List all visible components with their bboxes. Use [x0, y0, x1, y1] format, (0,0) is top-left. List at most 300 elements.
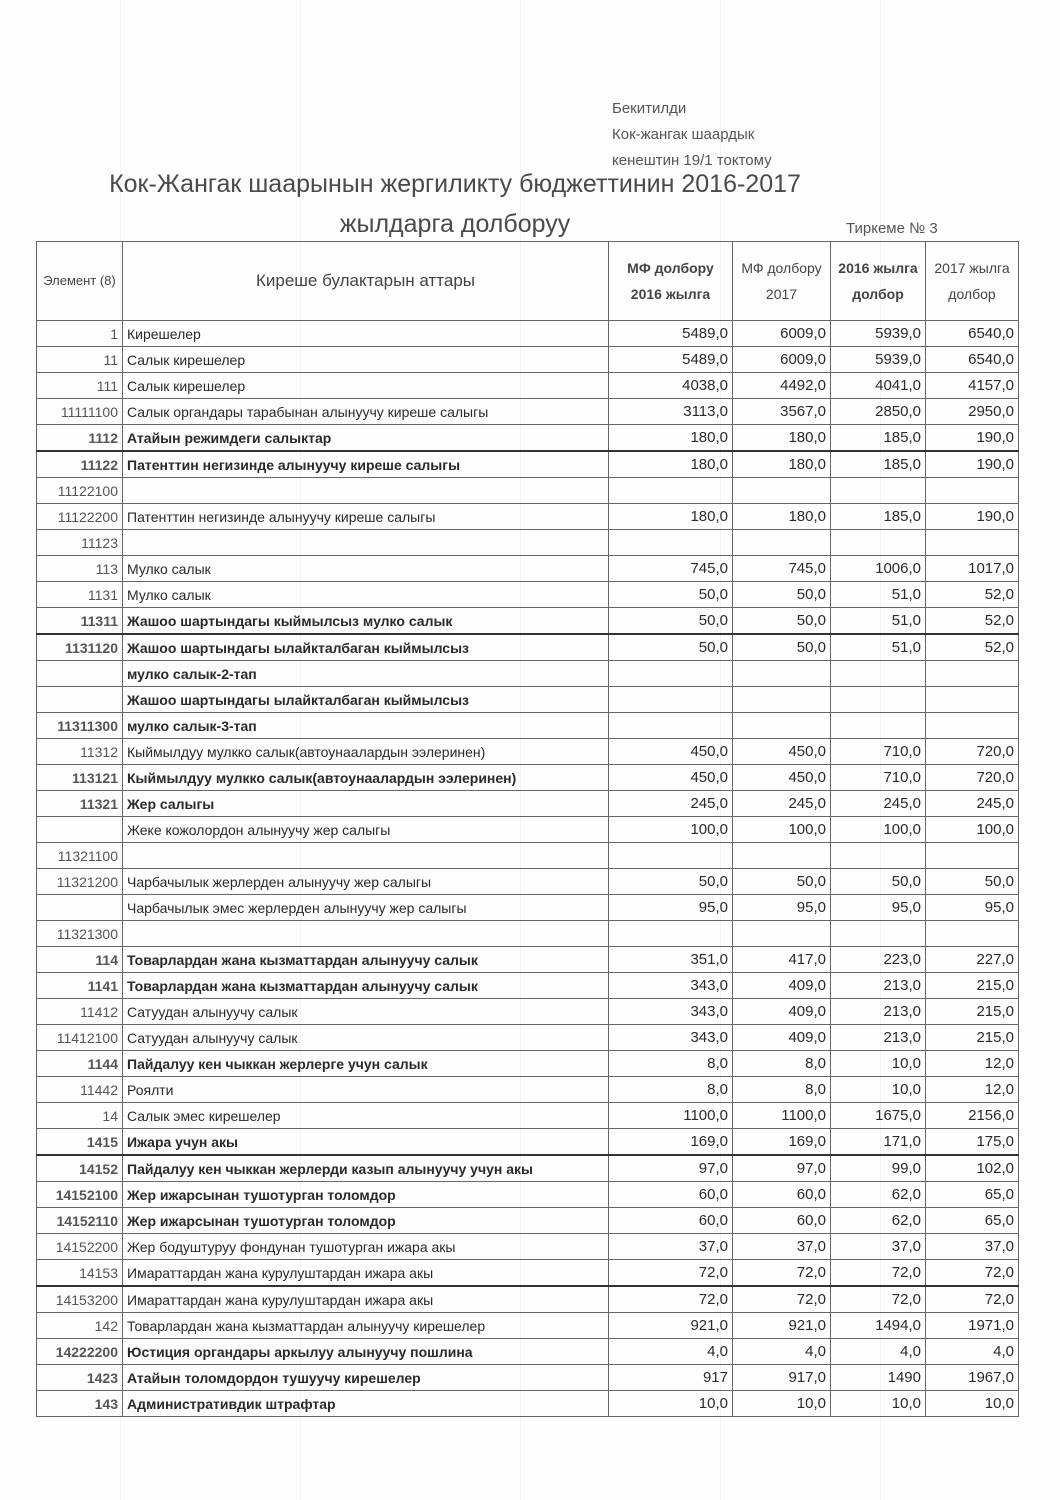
table-row	[37, 947, 1019, 973]
mf-2017-cell: 6009,0	[733, 347, 831, 373]
plan-2016-cell: 72,0	[831, 1286, 926, 1313]
plan-2017-cell: 12,0	[926, 1051, 1019, 1077]
approval-line-2: Кок-жангак шаардык	[612, 126, 755, 143]
element-code-cell: 1	[37, 321, 123, 347]
mf-2017-cell: 180,0	[733, 451, 831, 478]
plan-2016-cell: 223,0	[831, 947, 926, 973]
revenue-name-cell: Пайдалуу кен чыккан жерлерге учун салык	[123, 1051, 609, 1077]
table-row	[37, 1103, 1019, 1129]
table-row	[37, 1129, 1019, 1156]
mf-2017-cell	[733, 713, 831, 739]
table-row	[37, 1208, 1019, 1234]
revenue-name-cell: Атайын толомдордон тушуучу кирешелер	[123, 1365, 609, 1391]
element-code-cell: 14222200	[37, 1339, 123, 1365]
revenue-name-cell: Патенттин негизинде алынуучу киреше салыгы	[123, 504, 609, 530]
element-code-cell: 11122	[37, 451, 123, 478]
element-code-cell: 14152100	[37, 1182, 123, 1208]
element-code-cell	[37, 687, 123, 713]
element-code-cell: 14152200	[37, 1234, 123, 1260]
mf-2016-cell: 72,0	[609, 1260, 733, 1287]
plan-2016-cell	[831, 478, 926, 504]
revenue-name-cell: Салык органдары тарабынан алынуучу киреше салыгы	[123, 399, 609, 425]
table-row	[37, 843, 1019, 869]
revenue-name-cell: Жашоо шартындагы кыймылсыз мулко салык	[123, 608, 609, 635]
mf-2016-cell	[609, 478, 733, 504]
document-title-line-1: Кок-Жангак шаарынын жергиликту бюджеттинин 2016-2017	[109, 170, 801, 198]
plan-2017-cell	[926, 530, 1019, 556]
mf-2016-cell: 169,0	[609, 1129, 733, 1156]
plan-2017-cell: 227,0	[926, 947, 1019, 973]
element-code-cell: 14152	[37, 1155, 123, 1182]
mf-2017-cell	[733, 843, 831, 869]
plan-2017-cell: 190,0	[926, 451, 1019, 478]
mf-2017-cell: 169,0	[733, 1129, 831, 1156]
revenue-name-cell: Пайдалуу кен чыккан жерлерди казып алынуучу учун акы	[123, 1155, 609, 1182]
table-row	[37, 399, 1019, 425]
revenue-name-cell: Имараттардан жана курулуштардан ижара акы	[123, 1286, 609, 1313]
revenue-name-cell	[123, 843, 609, 869]
element-code-cell	[37, 817, 123, 843]
revenue-name-cell: Имараттардан жана курулуштардан ижара акы	[123, 1260, 609, 1287]
element-code-cell: 11412	[37, 999, 123, 1025]
plan-2017-cell: 52,0	[926, 634, 1019, 661]
mf-2016-cell: 450,0	[609, 765, 733, 791]
plan-2017-cell: 12,0	[926, 1077, 1019, 1103]
mf-2017-cell: 72,0	[733, 1260, 831, 1287]
table-row	[37, 1286, 1019, 1313]
mf-2016-cell: 5489,0	[609, 321, 733, 347]
mf-2016-cell: 245,0	[609, 791, 733, 817]
revenue-name-cell: мулко салык-3-тап	[123, 713, 609, 739]
mf-2016-cell	[609, 921, 733, 947]
element-code-cell: 11321300	[37, 921, 123, 947]
element-code-cell: 14	[37, 1103, 123, 1129]
table-row	[37, 869, 1019, 895]
mf-2017-cell	[733, 661, 831, 687]
revenue-name-cell: Юстиция органдары аркылуу алынуучу пошлина	[123, 1339, 609, 1365]
plan-2016-cell: 100,0	[831, 817, 926, 843]
mf-2017-cell: 417,0	[733, 947, 831, 973]
mf-2017-cell: 409,0	[733, 1025, 831, 1051]
element-code-cell: 14153	[37, 1260, 123, 1287]
plan-2016-cell: 95,0	[831, 895, 926, 921]
mf-2016-cell: 50,0	[609, 634, 733, 661]
element-code-cell	[37, 661, 123, 687]
table-row	[37, 661, 1019, 687]
budget-table	[36, 241, 1019, 1417]
table-row	[37, 1025, 1019, 1051]
plan-2016-cell: 99,0	[831, 1155, 926, 1182]
plan-2016-cell: 51,0	[831, 634, 926, 661]
mf-2017-cell: 4492,0	[733, 373, 831, 399]
plan-2017-cell: 50,0	[926, 869, 1019, 895]
mf-2017-cell	[733, 478, 831, 504]
plan-2017-cell	[926, 843, 1019, 869]
plan-2016-cell: 10,0	[831, 1077, 926, 1103]
plan-2016-cell: 51,0	[831, 582, 926, 608]
plan-2017-cell: 720,0	[926, 739, 1019, 765]
plan-2017-cell: 215,0	[926, 1025, 1019, 1051]
mf-2016-cell: 4,0	[609, 1339, 733, 1365]
mf-2016-cell: 450,0	[609, 739, 733, 765]
plan-2017-cell	[926, 713, 1019, 739]
mf-2017-cell: 409,0	[733, 999, 831, 1025]
mf-2017-cell	[733, 530, 831, 556]
plan-2016-cell	[831, 843, 926, 869]
revenue-name-cell: Жер салыгы	[123, 791, 609, 817]
mf-2017-cell: 100,0	[733, 817, 831, 843]
mf-2017-cell: 450,0	[733, 739, 831, 765]
plan-2016-cell: 185,0	[831, 451, 926, 478]
plan-2016-cell: 10,0	[831, 1391, 926, 1417]
plan-2017-cell: 215,0	[926, 999, 1019, 1025]
element-code-cell: 111	[37, 373, 123, 399]
revenue-name-cell: Кыймылдуу мулкко салык(автоунаалардын ээлеринен)	[123, 765, 609, 791]
approval-line-3: кенештин 19/1 токтому	[612, 152, 772, 169]
revenue-name-cell	[123, 530, 609, 556]
plan-2016-cell: 1006,0	[831, 556, 926, 582]
element-code-cell: 1423	[37, 1365, 123, 1391]
plan-2017-cell	[926, 687, 1019, 713]
element-code-cell: 142	[37, 1313, 123, 1339]
plan-2016-cell: 2850,0	[831, 399, 926, 425]
plan-2016-cell: 213,0	[831, 1025, 926, 1051]
revenue-name-cell: Чарбачылык жерлерден алынуучу жер салыгы	[123, 869, 609, 895]
mf-2016-cell: 180,0	[609, 451, 733, 478]
plan-2016-cell: 213,0	[831, 973, 926, 999]
plan-2017-cell: 215,0	[926, 973, 1019, 999]
element-code-cell: 11122200	[37, 504, 123, 530]
table-row	[37, 1182, 1019, 1208]
mf-2016-cell: 745,0	[609, 556, 733, 582]
table-header-row	[37, 242, 1019, 321]
mf-2017-cell: 180,0	[733, 504, 831, 530]
plan-2017-cell: 10,0	[926, 1391, 1019, 1417]
element-code-cell: 113	[37, 556, 123, 582]
revenue-name-cell: Жер ижарсынан тушотурган толомдор	[123, 1182, 609, 1208]
table-row	[37, 608, 1019, 635]
plan-2017-cell: 52,0	[926, 582, 1019, 608]
table-row	[37, 1234, 1019, 1260]
mf-2016-cell: 50,0	[609, 869, 733, 895]
mf-2017-cell: 921,0	[733, 1313, 831, 1339]
plan-2017-cell: 190,0	[926, 425, 1019, 452]
header-plan-2017: 2017 жылга долбор	[926, 242, 1019, 321]
table-row	[37, 425, 1019, 452]
plan-2016-cell: 185,0	[831, 504, 926, 530]
table-row	[37, 765, 1019, 791]
revenue-name-cell	[123, 921, 609, 947]
revenue-name-cell: Жер бодуштуруу фондунан тушотурган ижара акы	[123, 1234, 609, 1260]
element-code-cell: 14152110	[37, 1208, 123, 1234]
table-row	[37, 999, 1019, 1025]
table-row	[37, 451, 1019, 478]
plan-2016-cell: 4041,0	[831, 373, 926, 399]
element-code-cell: 14153200	[37, 1286, 123, 1313]
plan-2016-cell: 72,0	[831, 1260, 926, 1287]
mf-2016-cell: 50,0	[609, 582, 733, 608]
element-code-cell: 113121	[37, 765, 123, 791]
table-row	[37, 713, 1019, 739]
annex-number: Тиркеме № 3	[846, 220, 938, 237]
table-row	[37, 1077, 1019, 1103]
revenue-name-cell: мулко салык-2-тап	[123, 661, 609, 687]
plan-2017-cell: 37,0	[926, 1234, 1019, 1260]
table-row	[37, 530, 1019, 556]
mf-2016-cell: 60,0	[609, 1182, 733, 1208]
mf-2017-cell: 10,0	[733, 1391, 831, 1417]
plan-2016-cell	[831, 530, 926, 556]
element-code-cell: 11122100	[37, 478, 123, 504]
plan-2017-cell	[926, 661, 1019, 687]
mf-2016-cell: 5489,0	[609, 347, 733, 373]
table-row	[37, 1339, 1019, 1365]
plan-2016-cell: 710,0	[831, 765, 926, 791]
mf-2017-cell: 95,0	[733, 895, 831, 921]
mf-2017-cell: 4,0	[733, 1339, 831, 1365]
mf-2016-cell: 50,0	[609, 608, 733, 635]
plan-2016-cell: 185,0	[831, 425, 926, 452]
revenue-name-cell: Товарлардан жана кызматтардан алынуучу салык	[123, 947, 609, 973]
element-code-cell: 11321	[37, 791, 123, 817]
mf-2016-cell: 343,0	[609, 1025, 733, 1051]
mf-2017-cell: 6009,0	[733, 321, 831, 347]
mf-2017-cell: 8,0	[733, 1051, 831, 1077]
revenue-name-cell: Мулко салык	[123, 582, 609, 608]
header-names: Киреше булактарын аттары	[123, 242, 609, 321]
plan-2016-cell: 213,0	[831, 999, 926, 1025]
table-row	[37, 817, 1019, 843]
mf-2017-cell: 917,0	[733, 1365, 831, 1391]
table-row	[37, 1260, 1019, 1287]
mf-2016-cell: 8,0	[609, 1077, 733, 1103]
plan-2017-cell: 245,0	[926, 791, 1019, 817]
mf-2016-cell: 8,0	[609, 1051, 733, 1077]
table-row	[37, 791, 1019, 817]
mf-2016-cell: 1100,0	[609, 1103, 733, 1129]
revenue-name-cell: Мулко салык	[123, 556, 609, 582]
table-row	[37, 582, 1019, 608]
plan-2017-cell: 72,0	[926, 1286, 1019, 1313]
mf-2017-cell: 37,0	[733, 1234, 831, 1260]
revenue-name-cell: Административдик штрафтар	[123, 1391, 609, 1417]
plan-2017-cell: 72,0	[926, 1260, 1019, 1287]
table-row	[37, 478, 1019, 504]
mf-2017-cell: 3567,0	[733, 399, 831, 425]
plan-2016-cell	[831, 921, 926, 947]
mf-2016-cell: 921,0	[609, 1313, 733, 1339]
revenue-name-cell: Атайын режимдеги салыктар	[123, 425, 609, 452]
mf-2016-cell: 37,0	[609, 1234, 733, 1260]
revenue-name-cell: Кирешелер	[123, 321, 609, 347]
plan-2017-cell: 6540,0	[926, 321, 1019, 347]
mf-2017-cell	[733, 687, 831, 713]
element-code-cell: 11412100	[37, 1025, 123, 1051]
table-row	[37, 973, 1019, 999]
mf-2016-cell: 343,0	[609, 973, 733, 999]
plan-2016-cell	[831, 687, 926, 713]
table-row	[37, 373, 1019, 399]
plan-2016-cell: 1675,0	[831, 1103, 926, 1129]
table-row	[37, 687, 1019, 713]
table-row	[37, 1051, 1019, 1077]
element-code-cell: 11	[37, 347, 123, 373]
revenue-name-cell: Товарлардан жана кызматтардан алынуучу кирешелер	[123, 1313, 609, 1339]
plan-2016-cell: 5939,0	[831, 321, 926, 347]
plan-2017-cell: 6540,0	[926, 347, 1019, 373]
element-code-cell	[37, 895, 123, 921]
element-code-cell: 1131120	[37, 634, 123, 661]
plan-2017-cell: 4157,0	[926, 373, 1019, 399]
table-row	[37, 895, 1019, 921]
mf-2017-cell: 745,0	[733, 556, 831, 582]
plan-2016-cell	[831, 661, 926, 687]
mf-2016-cell: 343,0	[609, 999, 733, 1025]
header-plan-2016: 2016 жылга долбор	[831, 242, 926, 321]
table-row	[37, 739, 1019, 765]
mf-2016-cell	[609, 843, 733, 869]
element-code-cell: 11111100	[37, 399, 123, 425]
mf-2017-cell: 60,0	[733, 1182, 831, 1208]
header-element: Элемент (8)	[37, 242, 123, 321]
table-row	[37, 1313, 1019, 1339]
plan-2017-cell: 102,0	[926, 1155, 1019, 1182]
revenue-name-cell: Жер ижарсынан тушотурган толомдор	[123, 1208, 609, 1234]
element-code-cell: 11442	[37, 1077, 123, 1103]
mf-2017-cell: 50,0	[733, 869, 831, 895]
plan-2017-cell: 65,0	[926, 1182, 1019, 1208]
plan-2016-cell: 62,0	[831, 1208, 926, 1234]
element-code-cell: 1141	[37, 973, 123, 999]
plan-2016-cell: 710,0	[831, 739, 926, 765]
plan-2016-cell: 1490	[831, 1365, 926, 1391]
revenue-name-cell: Жашоо шартындагы ылайкталбаган кыймылсыз	[123, 634, 609, 661]
plan-2017-cell	[926, 478, 1019, 504]
mf-2017-cell: 450,0	[733, 765, 831, 791]
mf-2017-cell: 245,0	[733, 791, 831, 817]
element-code-cell: 1415	[37, 1129, 123, 1156]
revenue-name-cell: Жашоо шартындагы ылайкталбаган кыймылсыз	[123, 687, 609, 713]
header-mf-2017: МФ долбору 2017	[733, 242, 831, 321]
header-mf-2016: МФ долбору 2016 жылга	[609, 242, 733, 321]
element-code-cell: 11321100	[37, 843, 123, 869]
mf-2017-cell	[733, 921, 831, 947]
mf-2017-cell: 409,0	[733, 973, 831, 999]
element-code-cell: 11123	[37, 530, 123, 556]
table-row	[37, 1365, 1019, 1391]
mf-2016-cell	[609, 713, 733, 739]
mf-2017-cell: 50,0	[733, 634, 831, 661]
plan-2016-cell: 4,0	[831, 1339, 926, 1365]
revenue-name-cell	[123, 478, 609, 504]
mf-2016-cell	[609, 687, 733, 713]
element-code-cell: 11311	[37, 608, 123, 635]
table-row	[37, 504, 1019, 530]
mf-2017-cell: 8,0	[733, 1077, 831, 1103]
revenue-name-cell: Чарбачылык эмес жерлерден алынуучу жер салыгы	[123, 895, 609, 921]
revenue-name-cell: Кыймылдуу мулкко салык(автоунаалардын ээлеринен)	[123, 739, 609, 765]
mf-2016-cell: 97,0	[609, 1155, 733, 1182]
mf-2017-cell: 72,0	[733, 1286, 831, 1313]
table-row	[37, 321, 1019, 347]
approval-stamp	[612, 96, 772, 174]
plan-2017-cell: 2156,0	[926, 1103, 1019, 1129]
table-row	[37, 634, 1019, 661]
plan-2016-cell: 51,0	[831, 608, 926, 635]
element-code-cell: 11312	[37, 739, 123, 765]
table-row	[37, 1155, 1019, 1182]
plan-2017-cell: 175,0	[926, 1129, 1019, 1156]
plan-2016-cell: 62,0	[831, 1182, 926, 1208]
approval-line-1: Бекитилди	[612, 100, 687, 117]
revenue-name-cell: Салык кирешелер	[123, 347, 609, 373]
mf-2017-cell: 50,0	[733, 582, 831, 608]
mf-2016-cell: 72,0	[609, 1286, 733, 1313]
revenue-name-cell: Салык эмес кирешелер	[123, 1103, 609, 1129]
mf-2016-cell: 180,0	[609, 425, 733, 452]
plan-2016-cell	[831, 713, 926, 739]
mf-2016-cell: 100,0	[609, 817, 733, 843]
plan-2017-cell: 100,0	[926, 817, 1019, 843]
plan-2017-cell: 95,0	[926, 895, 1019, 921]
element-code-cell: 1112	[37, 425, 123, 452]
revenue-name-cell: Сатуудан алынуучу салык	[123, 999, 609, 1025]
plan-2017-cell: 2950,0	[926, 399, 1019, 425]
mf-2016-cell: 180,0	[609, 504, 733, 530]
element-code-cell: 1131	[37, 582, 123, 608]
plan-2016-cell: 50,0	[831, 869, 926, 895]
plan-2016-cell: 245,0	[831, 791, 926, 817]
element-code-cell: 11311300	[37, 713, 123, 739]
mf-2017-cell: 60,0	[733, 1208, 831, 1234]
revenue-name-cell: Жеке кожолордон алынуучу жер салыгы	[123, 817, 609, 843]
mf-2017-cell: 180,0	[733, 425, 831, 452]
revenue-name-cell: Роялти	[123, 1077, 609, 1103]
mf-2016-cell: 917	[609, 1365, 733, 1391]
plan-2016-cell: 171,0	[831, 1129, 926, 1156]
revenue-name-cell: Салык кирешелер	[123, 373, 609, 399]
mf-2016-cell: 3113,0	[609, 399, 733, 425]
revenue-name-cell: Сатуудан алынуучу салык	[123, 1025, 609, 1051]
mf-2016-cell: 4038,0	[609, 373, 733, 399]
plan-2017-cell: 1017,0	[926, 556, 1019, 582]
plan-2017-cell	[926, 921, 1019, 947]
plan-2017-cell: 1971,0	[926, 1313, 1019, 1339]
mf-2017-cell: 1100,0	[733, 1103, 831, 1129]
plan-2017-cell: 65,0	[926, 1208, 1019, 1234]
table-row	[37, 556, 1019, 582]
mf-2016-cell: 10,0	[609, 1391, 733, 1417]
plan-2017-cell: 1967,0	[926, 1365, 1019, 1391]
table-row	[37, 921, 1019, 947]
revenue-name-cell: Патенттин негизинде алынуучу киреше салыгы	[123, 451, 609, 478]
mf-2016-cell: 95,0	[609, 895, 733, 921]
plan-2017-cell: 52,0	[926, 608, 1019, 635]
plan-2017-cell: 190,0	[926, 504, 1019, 530]
revenue-name-cell: Товарлардан жана кызматтардан алынуучу салык	[123, 973, 609, 999]
plan-2017-cell: 720,0	[926, 765, 1019, 791]
mf-2017-cell: 97,0	[733, 1155, 831, 1182]
element-code-cell: 1144	[37, 1051, 123, 1077]
plan-2016-cell: 10,0	[831, 1051, 926, 1077]
mf-2016-cell: 60,0	[609, 1208, 733, 1234]
element-code-cell: 114	[37, 947, 123, 973]
mf-2016-cell	[609, 530, 733, 556]
revenue-name-cell: Ижара учун акы	[123, 1129, 609, 1156]
plan-2016-cell: 37,0	[831, 1234, 926, 1260]
plan-2016-cell: 5939,0	[831, 347, 926, 373]
plan-2017-cell: 4,0	[926, 1339, 1019, 1365]
